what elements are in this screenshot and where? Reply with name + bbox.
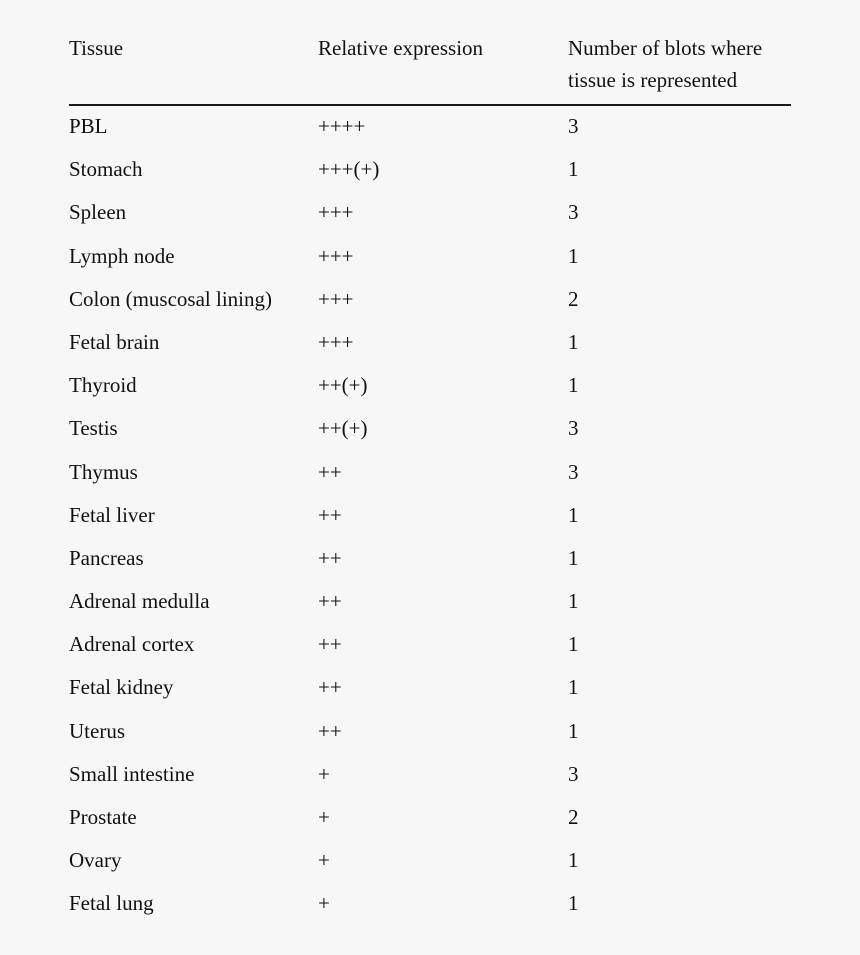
table-row	[69, 499, 791, 542]
cell-tissue: Pancreas	[69, 545, 144, 570]
cell-tissue: Uterus	[69, 718, 125, 743]
table-row	[69, 758, 791, 801]
table-header	[69, 32, 791, 106]
cell-number-of-blots: 3	[568, 459, 579, 484]
cell-relative-expression: ++	[318, 589, 342, 614]
cell-number-of-blots: 1	[568, 329, 579, 354]
cell-tissue: PBL	[69, 114, 108, 138]
table-row	[69, 542, 791, 585]
cell-tissue: Lymph node	[69, 243, 175, 268]
cell-relative-expression: +++	[318, 286, 354, 311]
cell-tissue: Fetal lung	[69, 891, 154, 916]
table-row	[69, 283, 791, 326]
cell-relative-expression: +	[318, 761, 330, 786]
header-number-of-blots: Number of blots where tissue is represented	[568, 36, 763, 92]
cell-number-of-blots: 3	[568, 200, 579, 225]
cell-relative-expression: ++	[318, 459, 342, 484]
cell-relative-expression: +	[318, 805, 330, 829]
cell-number-of-blots: 3	[568, 761, 579, 786]
cell-number-of-blots: 1	[568, 632, 579, 657]
table-row	[69, 153, 791, 196]
cell-relative-expression: +	[318, 848, 330, 873]
table-row	[69, 326, 791, 369]
cell-relative-expression: +++	[318, 329, 354, 354]
cell-relative-expression: ++	[318, 632, 342, 657]
cell-tissue: Thyroid	[69, 373, 137, 398]
cell-number-of-blots: 3	[568, 416, 579, 441]
cell-tissue: Fetal kidney	[69, 675, 174, 700]
cell-tissue: Ovary	[69, 848, 122, 873]
cell-relative-expression: ++(+)	[318, 373, 368, 398]
table-row	[69, 456, 791, 499]
cell-tissue: Testis	[69, 416, 118, 441]
cell-number-of-blots: 1	[568, 589, 579, 614]
cell-tissue: Stomach	[69, 157, 143, 182]
cell-number-of-blots: 2	[568, 286, 579, 311]
cell-tissue: Fetal brain	[69, 329, 160, 354]
cell-relative-expression: +++	[318, 200, 354, 225]
table-row	[69, 887, 791, 930]
cell-number-of-blots: 2	[568, 805, 579, 829]
cell-number-of-blots: 1	[568, 675, 579, 700]
cell-number-of-blots: 1	[568, 891, 579, 916]
cell-relative-expression: +++(+)	[318, 157, 380, 182]
table-row	[69, 585, 791, 628]
cell-number-of-blots: 1	[568, 243, 579, 268]
cell-number-of-blots: 1	[568, 157, 579, 182]
cell-number-of-blots: 1	[568, 373, 579, 398]
cell-tissue: Fetal liver	[69, 502, 155, 527]
table-row	[69, 412, 791, 455]
table-body	[69, 110, 791, 931]
cell-relative-expression: +++	[318, 243, 354, 268]
header-relative-expression: Relative expression	[318, 36, 484, 60]
cell-tissue: Adrenal cortex	[69, 632, 195, 657]
cell-number-of-blots: 1	[568, 545, 579, 570]
header-tissue: Tissue	[69, 36, 124, 60]
expression-table	[69, 32, 791, 931]
table-row	[69, 240, 791, 283]
table-row	[69, 628, 791, 671]
cell-tissue: Prostate	[69, 805, 137, 829]
cell-relative-expression: ++++	[318, 114, 366, 138]
table-row	[69, 369, 791, 412]
table-row	[69, 801, 791, 844]
cell-relative-expression: +	[318, 891, 330, 916]
cell-tissue: Thymus	[69, 459, 138, 484]
cell-number-of-blots: 3	[568, 114, 579, 138]
cell-relative-expression: ++	[318, 502, 342, 527]
cell-relative-expression: ++	[318, 718, 342, 743]
table-row	[69, 110, 791, 153]
table-row	[69, 671, 791, 714]
cell-tissue: Small intestine	[69, 761, 195, 786]
cell-tissue: Adrenal medulla	[69, 589, 210, 614]
cell-number-of-blots: 1	[568, 718, 579, 743]
cell-tissue: Colon (muscosal lining)	[69, 286, 272, 311]
cell-relative-expression: ++	[318, 545, 342, 570]
table-row	[69, 844, 791, 887]
cell-number-of-blots: 1	[568, 502, 579, 527]
table-row	[69, 196, 791, 239]
cell-relative-expression: ++	[318, 675, 342, 700]
cell-relative-expression: ++(+)	[318, 416, 368, 441]
cell-number-of-blots: 1	[568, 848, 579, 873]
table-row	[69, 715, 791, 758]
cell-tissue: Spleen	[69, 200, 127, 225]
